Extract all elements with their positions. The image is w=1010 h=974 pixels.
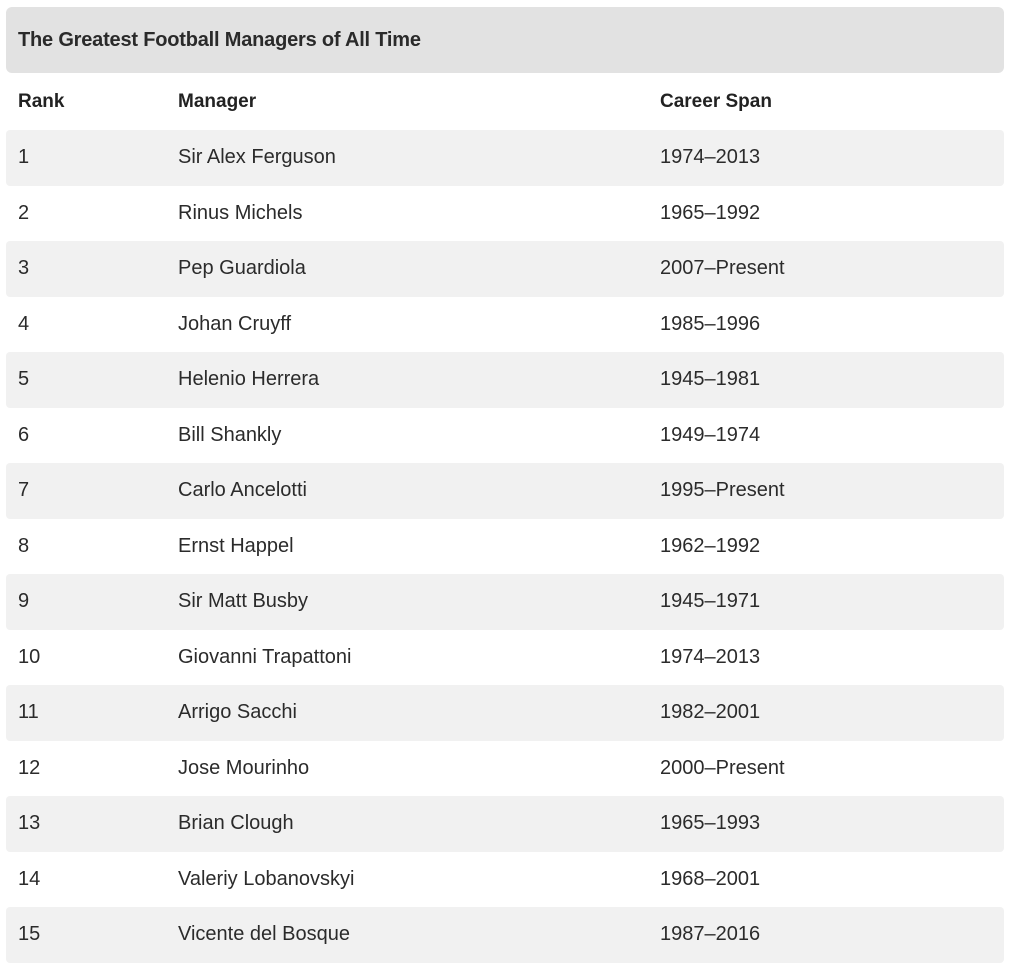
- table-row: [6, 130, 1004, 186]
- table-row: [6, 907, 1004, 963]
- cell-rank: 9: [6, 574, 166, 630]
- cell-career-span: 1965–1992: [660, 201, 761, 224]
- cell-career-span: 1965–1993: [648, 796, 1004, 852]
- table-header: [6, 73, 1004, 130]
- table-row: [6, 685, 1004, 741]
- cell-rank: 4: [18, 312, 30, 335]
- cell-rank: 5: [6, 352, 166, 408]
- cell-manager: Jose Mourinho: [178, 756, 310, 779]
- cell-career-span: 1987–2016: [648, 907, 1004, 963]
- table-row: [6, 408, 1004, 464]
- table-title: The Greatest Football Managers of All Time: [18, 28, 421, 51]
- cell-manager: Johan Cruyff: [178, 312, 292, 335]
- table-row: [6, 352, 1004, 408]
- table-row: [6, 297, 1004, 353]
- cell-rank: 7: [6, 463, 166, 519]
- table-row: [6, 186, 1004, 242]
- cell-rank: 6: [18, 423, 30, 446]
- header-row: [6, 73, 1004, 130]
- table-row: [6, 796, 1004, 852]
- cell-rank: 1: [6, 130, 166, 186]
- table-row: [6, 852, 1004, 908]
- cell-career-span: 1995–Present: [648, 463, 1004, 519]
- cell-manager: Ernst Happel: [178, 534, 294, 557]
- table-row: [6, 574, 1004, 630]
- cell-manager: Giovanni Trapattoni: [178, 645, 352, 668]
- managers-table: [6, 73, 1004, 963]
- cell-manager: Brian Clough: [166, 796, 648, 852]
- cell-manager: Vicente del Bosque: [166, 907, 648, 963]
- cell-career-span: 1974–2013: [648, 130, 1004, 186]
- header-rank: Rank: [18, 90, 65, 112]
- table-row: [6, 463, 1004, 519]
- cell-rank: 11: [6, 685, 166, 741]
- cell-rank: 10: [18, 645, 41, 668]
- cell-rank: 3: [6, 241, 166, 297]
- cell-manager: Arrigo Sacchi: [166, 685, 648, 741]
- cell-career-span: 1945–1981: [648, 352, 1004, 408]
- cell-career-span: 1985–1996: [660, 312, 761, 335]
- cell-career-span: 1962–1992: [660, 534, 761, 557]
- cell-manager: Helenio Herrera: [166, 352, 648, 408]
- table-row: [6, 741, 1004, 797]
- cell-career-span: 1982–2001: [648, 685, 1004, 741]
- cell-career-span: 1945–1971: [648, 574, 1004, 630]
- cell-rank: 14: [18, 867, 41, 890]
- cell-career-span: 1974–2013: [660, 645, 761, 668]
- cell-rank: 12: [18, 756, 41, 779]
- cell-career-span: 2000–Present: [660, 756, 785, 779]
- cell-rank: 13: [6, 796, 166, 852]
- header-manager: Manager: [178, 90, 257, 112]
- cell-rank: 8: [18, 534, 30, 557]
- cell-career-span: 1949–1974: [660, 423, 761, 446]
- table-row: [6, 241, 1004, 297]
- managers-table-container: [6, 0, 1004, 963]
- header-career-span: Career Span: [660, 90, 772, 112]
- cell-manager: Pep Guardiola: [166, 241, 648, 297]
- cell-manager: Bill Shankly: [178, 423, 282, 446]
- cell-manager: Sir Alex Ferguson: [166, 130, 648, 186]
- cell-manager: Carlo Ancelotti: [166, 463, 648, 519]
- cell-career-span: 1968–2001: [660, 867, 761, 890]
- cell-rank: 2: [18, 201, 30, 224]
- cell-manager: Rinus Michels: [178, 201, 303, 224]
- table-body: [6, 130, 1004, 963]
- table-row: [6, 630, 1004, 686]
- cell-career-span: 2007–Present: [648, 241, 1004, 297]
- table-title-bar: [6, 7, 1004, 73]
- table-row: [6, 519, 1004, 575]
- cell-manager: Sir Matt Busby: [166, 574, 648, 630]
- cell-manager: Valeriy Lobanovskyi: [178, 867, 355, 890]
- cell-rank: 15: [6, 907, 166, 963]
